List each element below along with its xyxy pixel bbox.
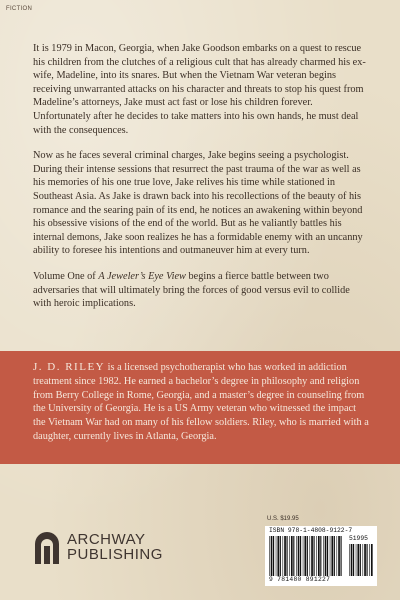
price-addon-number: 51995 [349,535,368,542]
author-bio-text: is a licensed psychotherapist who has worked in addiction treatment since 1982. He earned a bachelor’s degree in philosophy and religion from Berry College in Rome, Georgia, and a master’s degree in counseling from the University of Georgia. He is a US Army veteran who witnessed the impact the Vietnam War had on many of his fellow soldiers. Riley, who is married with a daughter, currently lives in Atlanta, Georgia. [33,362,369,442]
barcode-bar [293,536,294,576]
barcode-bar [325,536,327,576]
barcode-bar [300,536,301,576]
barcode-bar [298,536,300,576]
barcode-bar [276,536,277,576]
blurb-paragraph-1: It is 1979 in Macon, Georgia, when Jake Goodson embarks on a quest to rescue his children from the clutches of a religious cult that has already charmed his ex-wife, Madeline, into its snares. But when the Vietnam War veteran begins receiving unwarranted attacks on his character and threats to stop his quest from Madeline’s attorneys, Jake must act fast or lose his children forever. Unfortunately after he decides to take matters into his own hands, he must deal with the consequences. [33,43,366,136]
author-name: J. D. RILEY [33,361,106,373]
volume-prefix: Volume One of [33,270,99,282]
barcode-bar [318,536,320,576]
author-bio [33,361,370,444]
barcode-bar [287,536,288,576]
barcode-bar [303,536,304,576]
barcode-bar [327,536,328,576]
publisher-name-line-1: ARCHWAY [67,531,146,548]
price-label: U.S. $19.95 [267,516,299,522]
barcode-bar [337,536,338,576]
barcode-bar [280,536,281,576]
barcode-bar [338,536,340,576]
archway-arch-icon [33,532,61,564]
blurb-paragraph-2: Now as he faces several criminal charges, Jake begins seeing a psychologist. During their intense sessions that resurrect the past trauma of the war as well as his memories of his one true love, Jake relives his time while stationed in Southeast Asia. As Jake is drawn back into his recollections of the beauty of his romance and the searing pain of its end, he notices an awakening within beyond his obsessive visions of the end of the world. But as he valiantly battles his internal demons, Jake soon realizes he has a formidable enemy with an uncanny ability to foresee his intentions and outmaneuver him at every turn. [33,150,363,257]
barcode-bar [369,544,370,576]
publisher-name-line-2: PUBLISHING [67,546,163,563]
barcode-bar [289,536,290,576]
barcode-bar [304,536,306,576]
barcode-bar [341,536,342,576]
barcode-bar [316,536,317,576]
barcode-bar [331,536,333,576]
volume-suffix: begins a fierce battle between two adversaries that will ultimately bring the forces of good versus evil to collide with heroic implications. [33,270,350,310]
back-cover-blurb [33,42,370,323]
barcode-bar [353,544,354,576]
barcode-bar [371,544,373,576]
isbn-text: ISBN 978-1-4808-9122-7 [269,527,353,534]
barcode-bar [367,544,368,576]
ean-number: 9 781480 891227 [269,576,331,583]
cover-footer [0,464,400,600]
barcode-bar [271,536,273,576]
barcode-bar [357,544,359,576]
barcode-bar [310,536,311,576]
barcode-bar [351,544,353,576]
barcode-bar [356,544,357,576]
addon-barcode-bars [349,544,373,576]
barcode-bar [269,536,270,576]
barcode-bar [360,544,361,576]
publisher-logo [33,532,183,572]
barcode-bar [330,536,331,576]
barcode-bar [311,536,313,576]
barcode-bar [320,536,321,576]
barcode-bar [363,544,364,576]
barcode-bar [349,544,350,576]
genre-label: FICTION [6,6,33,12]
barcode-bar [307,536,308,576]
barcode-bar [314,536,315,576]
author-bio-band [0,351,400,464]
barcode-bar [334,536,335,576]
isbn-barcode [265,526,377,586]
barcode-bar [291,536,293,576]
barcode-bar [283,536,284,576]
barcode-bar [273,536,274,576]
barcode-bar [277,536,279,576]
barcode-bar [364,544,366,576]
barcode-bar [284,536,286,576]
blurb-paragraph-3 [33,270,370,311]
barcode-bar [296,536,297,576]
barcode-bar [323,536,324,576]
book-title: A Jeweler’s Eye View [98,270,186,282]
ean-barcode-bars [269,536,343,576]
